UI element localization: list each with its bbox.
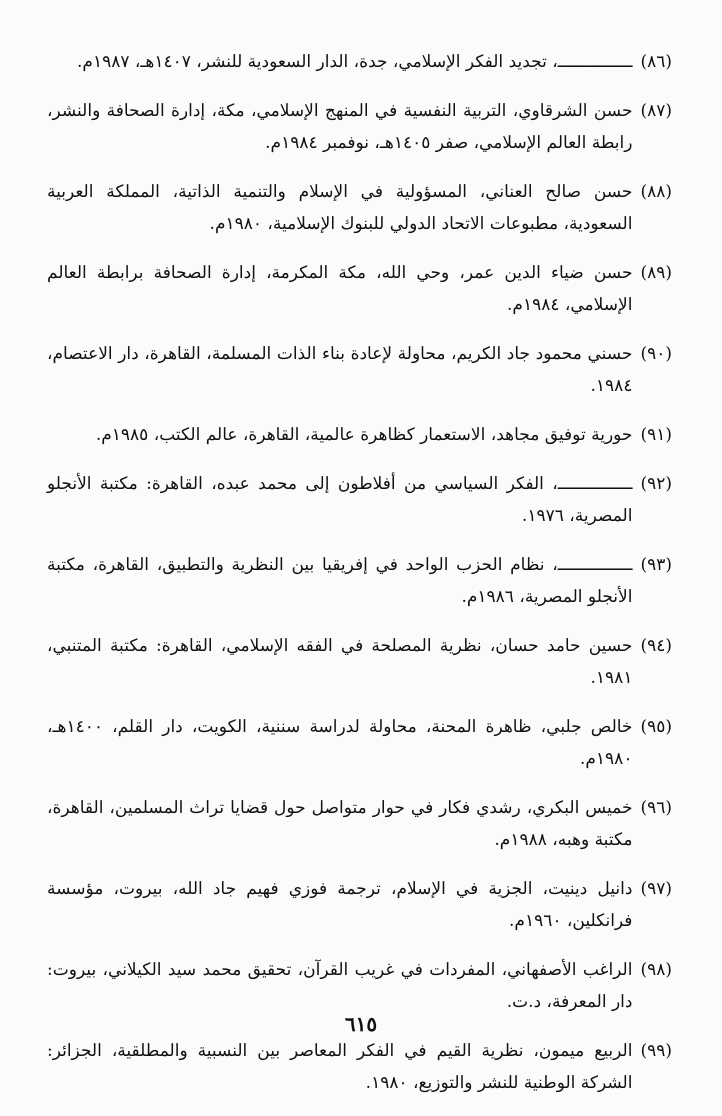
bibliography-entry bbox=[47, 176, 672, 240]
entry-number: (٩٥) bbox=[640, 717, 672, 737]
entry-text: خميس البكري، رشدي فكار في حوار متواصل حول قضايا تراث المسلمين، القاهرة، مكتبة وهبه، ١٩٨٨م. bbox=[47, 798, 633, 850]
entry-text: حسني محمود جاد الكريم، محاولة لإعادة بناء الذات المسلمة، القاهرة، دار الاعتصام، ١٩٨٤. bbox=[47, 344, 633, 396]
entry-number: (٩١) bbox=[640, 425, 672, 445]
entry-text: حسن الشرقاوي، التربية النفسية في المنهج الإسلامي، مكة، إدارة الصحافة والنشر، رابطة العالم الإسلامي، صفر ١٤٠٥هـ، نوفمبر ١٩٨٤م. bbox=[47, 101, 633, 153]
entry-number: (٩٣) bbox=[640, 555, 672, 575]
entry-text: ـــــــــــــــ، نظام الحزب الواحد في إفريقيا بين النظرية والتطبيق، القاهرة، مكتبة الأنجلو المصرية، ١٩٨٦م. bbox=[47, 555, 633, 607]
entry-text: حسن صالح العناني، المسؤولية في الإسلام والتنمية الذاتية، المملكة العربية السعودية، مطبوعات الاتحاد الدولي للبنوك الإسلامية، ١٩٨٠م. bbox=[47, 182, 633, 234]
bibliography-entry bbox=[47, 630, 672, 694]
entry-text: حسن ضياء الدين عمر، وحي الله، مكة المكرمة، إدارة الصحافة برابطة العالم الإسلامي، ١٩٨٤م. bbox=[47, 263, 633, 315]
entry-number: (٩٠) bbox=[640, 344, 672, 364]
page-number: ٦١٥ bbox=[344, 1012, 378, 1036]
entry-text: دانيل دينيت، الجزية في الإسلام، ترجمة فوزي فهيم جاد الله، بيروت، مؤسسة فرانكلين، ١٩٦٠م. bbox=[47, 879, 633, 931]
bibliography-entry bbox=[47, 257, 672, 321]
entry-text: الراغب الأصفهاني، المفردات في غريب القرآن، تحقيق محمد سيد الكيلاني، بيروت: دار المعرفة، د.ت. bbox=[47, 960, 633, 1012]
bibliography-entry bbox=[47, 338, 672, 402]
entry-number: (٩٢) bbox=[640, 474, 672, 494]
bibliography-entry bbox=[47, 549, 672, 613]
bibliography-entry bbox=[47, 711, 672, 775]
entry-number: (٨٩) bbox=[640, 263, 672, 283]
entry-text: الربيع ميمون، نظرية القيم في الفكر المعاصر بين النسبية والمطلقية، الجزائر: الشركة الوطنية للنشر والتوزيع، ١٩٨٠. bbox=[47, 1041, 633, 1093]
entry-text: حسين حامد حسان، نظرية المصلحة في الفقه الإسلامي، القاهرة: مكتبة المتنبي، ١٩٨١. bbox=[47, 636, 633, 688]
bibliography-entry bbox=[47, 468, 672, 532]
bibliography-entry bbox=[47, 95, 672, 159]
bibliography-entry bbox=[47, 1035, 672, 1099]
bibliography-entry bbox=[47, 419, 672, 451]
entry-text: خالص جلبي، ظاهرة المحنة، محاولة لدراسة سننية، الكويت، دار القلم، ١٤٠٠هـ، ١٩٨٠م. bbox=[47, 717, 633, 769]
entry-text: ـــــــــــــــ، تجديد الفكر الإسلامي، جدة، الدار السعودية للنشر، ١٤٠٧هـ، ١٩٨٧م. bbox=[77, 52, 633, 72]
entry-number: (٨٧) bbox=[640, 101, 672, 121]
entry-text: ـــــــــــــــ، الفكر السياسي من أفلاطون إلى محمد عبده، القاهرة: مكتبة الأنجلو المصرية، ١٩٧٦. bbox=[47, 474, 633, 526]
entry-number: (٩٦) bbox=[640, 798, 672, 818]
bibliography-entry bbox=[47, 792, 672, 856]
entry-number: (٩٨) bbox=[640, 960, 672, 980]
bibliography-list bbox=[47, 46, 672, 1116]
bibliography-entry bbox=[47, 46, 672, 78]
entry-number: (٨٦) bbox=[640, 52, 672, 72]
entry-number: (٨٨) bbox=[640, 182, 672, 202]
entry-number: (٩٤) bbox=[640, 636, 672, 656]
entry-number: (٩٧) bbox=[640, 879, 672, 899]
entry-number: (٩٩) bbox=[640, 1041, 672, 1061]
bibliography-entry bbox=[47, 873, 672, 937]
entry-text: حورية توفيق مجاهد، الاستعمار كظاهرة عالمية، القاهرة، عالم الكتب، ١٩٨٥م. bbox=[95, 425, 633, 445]
bibliography-entry bbox=[47, 954, 672, 1018]
